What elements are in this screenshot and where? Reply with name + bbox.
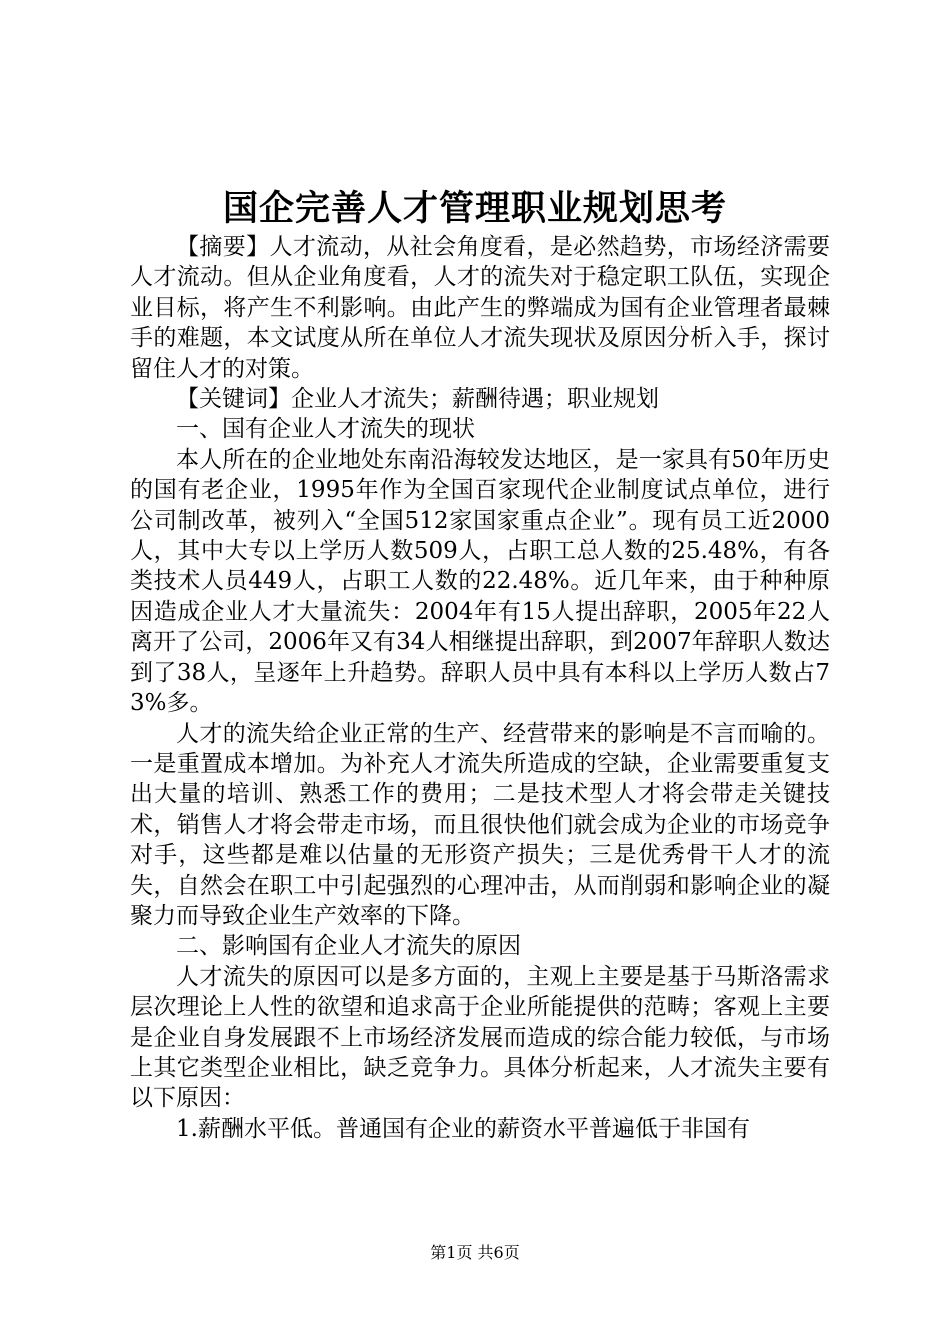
keywords-paragraph: 【关键词】企业人才流失；薪酬待遇；职业规划 xyxy=(176,386,659,413)
body-paragraph: 本人所在的企业地处东南沿海较发达地区，是一家具有50年历史的国有老企业，1995年作为全国百家现代企业制度试点单位，进行公司制改革，被列入“全国512家国家重点企业”。现有员工近2000人，其中大专以上学历人数509人，占职工总人数的25.48%，有各类技术人员449人，占职工人数的22.48%。近几年来，由于种种原因造成企业人才大量流失：2004年有15人提出辞职，2005年22人离开了公司，2006年又有34人相继提出辞职，到2007年辞职人数达到了38人，呈逐年上升趋势。辞职人员中具有本科以上学历人数占73%多。 xyxy=(130,446,830,717)
body-paragraph: 人才流失的原因可以是多方面的，主观上主要是基于马斯洛需求层次理论上人性的欲望和追求高于企业所能提供的范畴；客观上主要是企业自身发展跟不上市场经济发展而造成的综合能力较低，与市场上其它类型企业相比，缺乏竞争力。具体分析起来，人才流失主要有以下原因： xyxy=(130,963,830,1112)
body-paragraph: 人才的流失给企业正常的生产、经营带来的影响是不言而喻的。一是重置成本增加。为补充人才流失所造成的空缺，企业需要重复支出大量的培训、熟悉工作的费用；二是技术型人才将会带走关键技术，销售人才将会带走市场，而且很快他们就会成为企业的市场竞争对手，这些都是难以估量的无形资产损失；三是优秀骨干人才的流失，自然会在职工中引起强烈的心理冲击，从而削弱和影响企业的凝聚力而导致企业生产效率的下降。 xyxy=(130,720,830,929)
abstract-paragraph: 【摘要】人才流动，从社会角度看，是必然趋势，市场经济需要人才流动。但从企业角度看，人才的流失对于稳定职工队伍，实现企业目标，将产生不利影响。由此产生的弊端成为国有企业管理者最棘手的难题，本文试度从所在单位人才流失现状及原因分析入手，探讨留住人才的对策。 xyxy=(130,234,830,382)
section-heading-2: 二、影响国有企业人才流失的原因 xyxy=(176,933,521,960)
document-body xyxy=(130,232,830,1144)
list-item-paragraph: 1.薪酬水平低。普通国有企业的薪资水平普遍低于非国有 xyxy=(176,1115,750,1142)
document-title: 国企完善人才管理职业规划思考 xyxy=(222,189,727,229)
page-footer: 第1页 共6页 xyxy=(430,1243,520,1262)
section-heading-1: 一、国有企业人才流失的现状 xyxy=(176,416,475,443)
